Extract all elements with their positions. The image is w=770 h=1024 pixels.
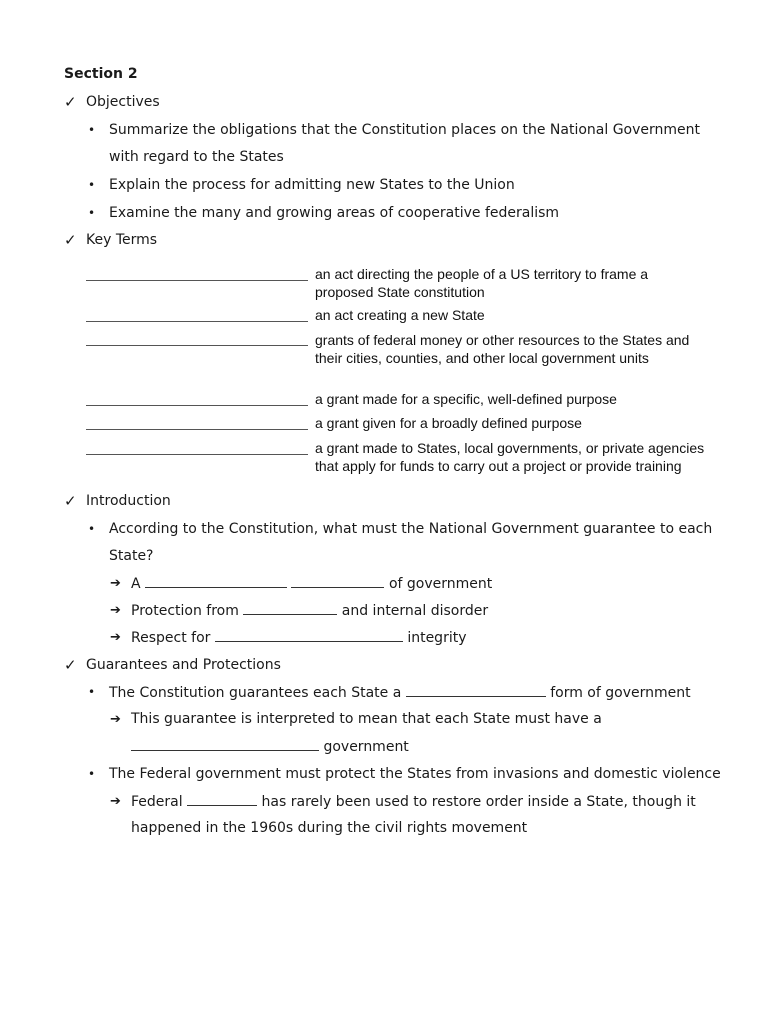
guarantee-sub-item-continued: [131, 738, 409, 755]
objective-item: Explain the process for admitting new States to the Union: [109, 177, 515, 193]
item-text: government: [323, 739, 409, 755]
term-blank[interactable]: [86, 280, 308, 281]
bullet-icon: •: [88, 178, 96, 192]
arrow-icon: ➔: [110, 712, 121, 727]
item-text: has rarely been used to restore order inside a State, though it: [261, 794, 696, 810]
arrow-icon: ➔: [110, 794, 121, 809]
checkmark-icon: ✓: [64, 492, 77, 510]
fill-blank[interactable]: [187, 793, 257, 806]
term-definition: an act creating a new State: [315, 307, 485, 323]
checkmark-icon: ✓: [64, 656, 77, 674]
sub-item-text: of government: [388, 576, 493, 592]
guarantee-item: The Federal government must protect the States from invasions and domestic violence: [109, 766, 721, 782]
term-definition: grants of federal money or other resources to the States and their cities, counties, and other local government units: [315, 332, 690, 366]
guarantees-heading: Guarantees and Protections: [86, 657, 281, 673]
term-definition: an act directing the people of a US territory to frame a proposed State constitution: [315, 266, 649, 300]
term-blank[interactable]: [86, 454, 308, 455]
fill-blank[interactable]: [215, 629, 403, 642]
term-blank[interactable]: [86, 429, 308, 430]
intro-question: According to the Constitution, what must the National Government guarantee to each: [109, 521, 713, 537]
term-blank[interactable]: [86, 345, 308, 346]
guarantee-sub-item-continued: happened in the 1960s during the civil rights movement: [131, 820, 528, 836]
arrow-icon: ➔: [110, 630, 121, 645]
guarantee-sub-item: This guarantee is interpreted to mean that each State must have a: [131, 711, 602, 727]
checkmark-icon: ✓: [64, 231, 77, 249]
objective-item: Examine the many and growing areas of cooperative federalism: [109, 205, 560, 221]
objective-item-continued: with regard to the States: [109, 149, 284, 165]
intro-sub-item: [131, 629, 466, 646]
term-blank[interactable]: [86, 321, 308, 322]
fill-blank[interactable]: [406, 684, 546, 697]
arrow-icon: ➔: [110, 603, 121, 618]
fill-blank[interactable]: [291, 575, 384, 588]
fill-blank[interactable]: [145, 575, 287, 588]
bullet-icon: •: [88, 522, 96, 536]
item-text: form of government: [550, 685, 691, 701]
intro-question-continued: State?: [109, 548, 154, 564]
key-terms-heading: Key Terms: [86, 232, 158, 248]
term-definition: a grant made for a specific, well-defined purpose: [315, 391, 617, 407]
bullet-icon: •: [88, 685, 96, 699]
fill-blank[interactable]: [243, 602, 337, 615]
objective-item: Summarize the obligations that the Constitution places on the National Government: [109, 122, 701, 138]
checkmark-icon: ✓: [64, 93, 77, 111]
item-text: Federal: [131, 794, 183, 810]
term-definition: a grant given for a broadly defined purpose: [315, 415, 582, 431]
term-blank[interactable]: [86, 405, 308, 406]
introduction-heading: Introduction: [86, 493, 171, 509]
sub-item-text: Respect for: [131, 630, 211, 646]
section-title: Section 2: [64, 66, 138, 82]
sub-item-text: Protection from: [131, 603, 239, 619]
sub-item-text: A: [131, 576, 141, 592]
sub-item-text: integrity: [407, 630, 467, 646]
bullet-icon: •: [88, 123, 96, 137]
term-definition: a grant made to States, local governments, or private agencies that apply for funds to carry out a project or provide training: [315, 440, 705, 474]
intro-sub-item: [131, 575, 492, 592]
objectives-heading: Objectives: [86, 94, 160, 110]
intro-sub-item: [131, 602, 488, 619]
guarantee-sub-item: [131, 793, 696, 810]
item-text: The Constitution guarantees each State a: [109, 685, 402, 701]
bullet-icon: •: [88, 206, 96, 220]
guarantee-item: [109, 684, 691, 701]
arrow-icon: ➔: [110, 576, 121, 591]
bullet-icon: •: [88, 767, 96, 781]
fill-blank[interactable]: [131, 738, 319, 751]
sub-item-text: and internal disorder: [341, 603, 489, 619]
